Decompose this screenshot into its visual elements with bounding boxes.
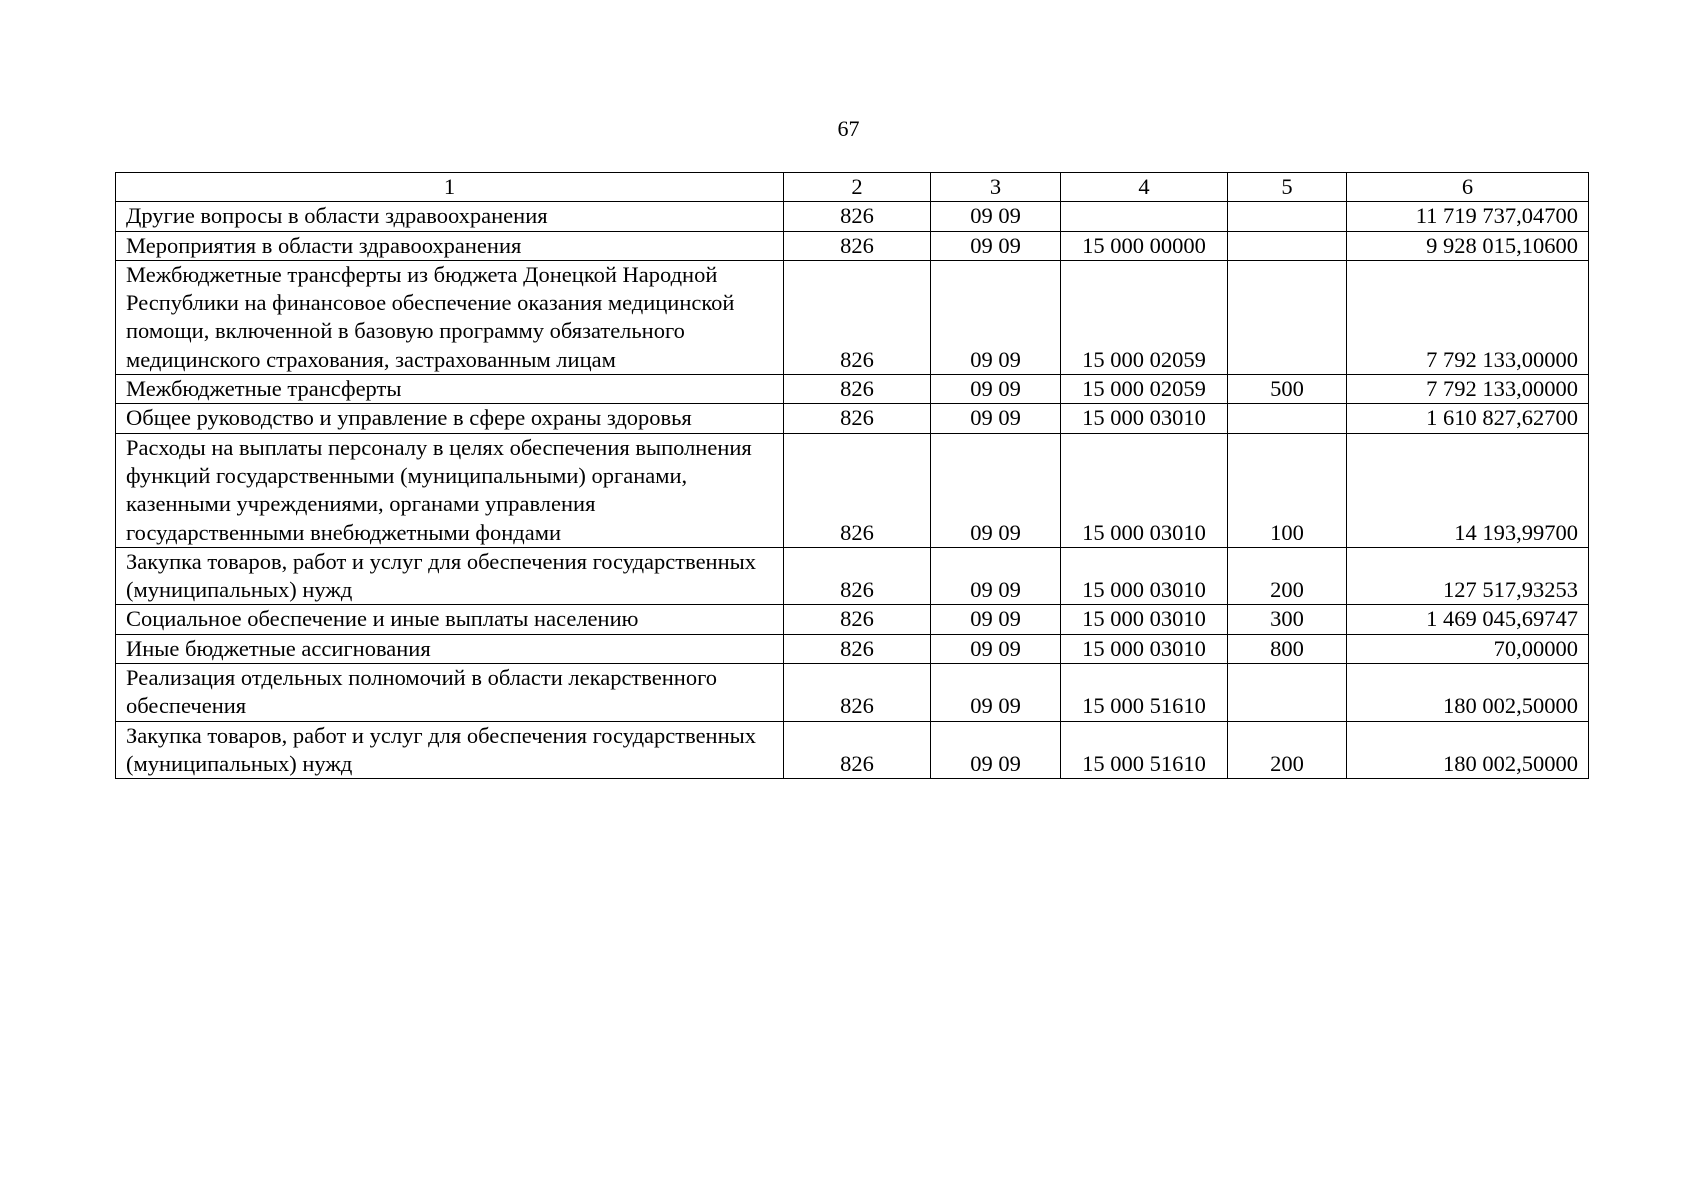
row-name: Закупка товаров, работ и услуг для обеспечения государственных (муниципальных) нужд [116, 721, 784, 779]
row-expense-type: 800 [1228, 634, 1347, 663]
table-row [116, 433, 1589, 547]
row-ministry-code: 826 [784, 547, 931, 605]
row-ministry-code: 826 [784, 634, 931, 663]
row-ministry-code: 826 [784, 231, 931, 260]
table-row [116, 605, 1589, 634]
row-amount: 180 002,50000 [1347, 664, 1589, 722]
row-ministry-code: 826 [784, 375, 931, 404]
page-number: 67 [837, 116, 860, 141]
row-expense-type [1228, 260, 1347, 374]
row-name: Межбюджетные трансферты из бюджета Донецкой Народной Республики на финансовое обеспечение оказания медицинской помощи, включенной в базовую программу обязательного медицинского страхования, застрахованным лицам [116, 260, 784, 374]
row-ministry-code: 826 [784, 664, 931, 722]
table-row [116, 664, 1589, 722]
row-section-code: 09 09 [931, 634, 1061, 663]
row-name: Иные бюджетные ассигнования [116, 634, 784, 663]
row-expense-type [1228, 202, 1347, 231]
row-section-code: 09 09 [931, 721, 1061, 779]
row-target-code: 15 000 03010 [1061, 634, 1228, 663]
row-amount: 7 792 133,00000 [1347, 260, 1589, 374]
row-target-code: 15 000 02059 [1061, 375, 1228, 404]
row-name: Расходы на выплаты персоналу в целях обеспечения выполнения функций государственными (муниципальными) органами, казенными учреждениями, органами управления государственными внебюджетными фондами [116, 433, 784, 547]
row-amount: 1 469 045,69747 [1347, 605, 1589, 634]
row-section-code: 09 09 [931, 404, 1061, 433]
row-section-code: 09 09 [931, 202, 1061, 231]
row-target-code: 15 000 51610 [1061, 664, 1228, 722]
row-section-code: 09 09 [931, 605, 1061, 634]
row-name: Другие вопросы в области здравоохранения [116, 202, 784, 231]
table-row [116, 404, 1589, 433]
row-name: Мероприятия в области здравоохранения [116, 231, 784, 260]
row-name: Закупка товаров, работ и услуг для обеспечения государственных (муниципальных) нужд [116, 547, 784, 605]
row-expense-type: 100 [1228, 433, 1347, 547]
table-row [116, 202, 1589, 231]
row-ministry-code: 826 [784, 433, 931, 547]
header-row [116, 173, 1589, 202]
row-name: Межбюджетные трансферты [116, 375, 784, 404]
column-header-3: 3 [931, 173, 1061, 202]
row-amount: 7 792 133,00000 [1347, 375, 1589, 404]
budget-table [115, 172, 1589, 779]
row-amount: 9 928 015,10600 [1347, 231, 1589, 260]
table-row [116, 260, 1589, 374]
row-section-code: 09 09 [931, 547, 1061, 605]
row-target-code: 15 000 03010 [1061, 605, 1228, 634]
row-name: Общее руководство и управление в сфере охраны здоровья [116, 404, 784, 433]
row-section-code: 09 09 [931, 375, 1061, 404]
row-ministry-code: 826 [784, 605, 931, 634]
row-expense-type [1228, 664, 1347, 722]
table-row [116, 721, 1589, 779]
row-expense-type [1228, 404, 1347, 433]
row-target-code [1061, 202, 1228, 231]
column-header-2: 2 [784, 173, 931, 202]
row-ministry-code: 826 [784, 721, 931, 779]
row-amount: 180 002,50000 [1347, 721, 1589, 779]
row-target-code: 15 000 00000 [1061, 231, 1228, 260]
row-expense-type: 300 [1228, 605, 1347, 634]
row-amount: 127 517,93253 [1347, 547, 1589, 605]
row-amount: 70,00000 [1347, 634, 1589, 663]
row-ministry-code: 826 [784, 260, 931, 374]
row-expense-type: 200 [1228, 547, 1347, 605]
row-expense-type: 500 [1228, 375, 1347, 404]
row-target-code: 15 000 02059 [1061, 260, 1228, 374]
row-target-code: 15 000 51610 [1061, 721, 1228, 779]
row-expense-type: 200 [1228, 721, 1347, 779]
column-header-4: 4 [1061, 173, 1228, 202]
table-row [116, 375, 1589, 404]
row-section-code: 09 09 [931, 433, 1061, 547]
row-expense-type [1228, 231, 1347, 260]
row-target-code: 15 000 03010 [1061, 404, 1228, 433]
row-name: Социальное обеспечение и иные выплаты населению [116, 605, 784, 634]
row-section-code: 09 09 [931, 664, 1061, 722]
table-row [116, 547, 1589, 605]
table-row [116, 231, 1589, 260]
row-amount: 14 193,99700 [1347, 433, 1589, 547]
row-target-code: 15 000 03010 [1061, 433, 1228, 547]
row-section-code: 09 09 [931, 231, 1061, 260]
row-section-code: 09 09 [931, 260, 1061, 374]
row-name: Реализация отдельных полномочий в области лекарственного обеспечения [116, 664, 784, 722]
column-header-1: 1 [116, 173, 784, 202]
column-header-6: 6 [1347, 173, 1589, 202]
row-ministry-code: 826 [784, 404, 931, 433]
row-amount: 1 610 827,62700 [1347, 404, 1589, 433]
row-amount: 11 719 737,04700 [1347, 202, 1589, 231]
table-row [116, 634, 1589, 663]
column-header-5: 5 [1228, 173, 1347, 202]
row-target-code: 15 000 03010 [1061, 547, 1228, 605]
row-ministry-code: 826 [784, 202, 931, 231]
